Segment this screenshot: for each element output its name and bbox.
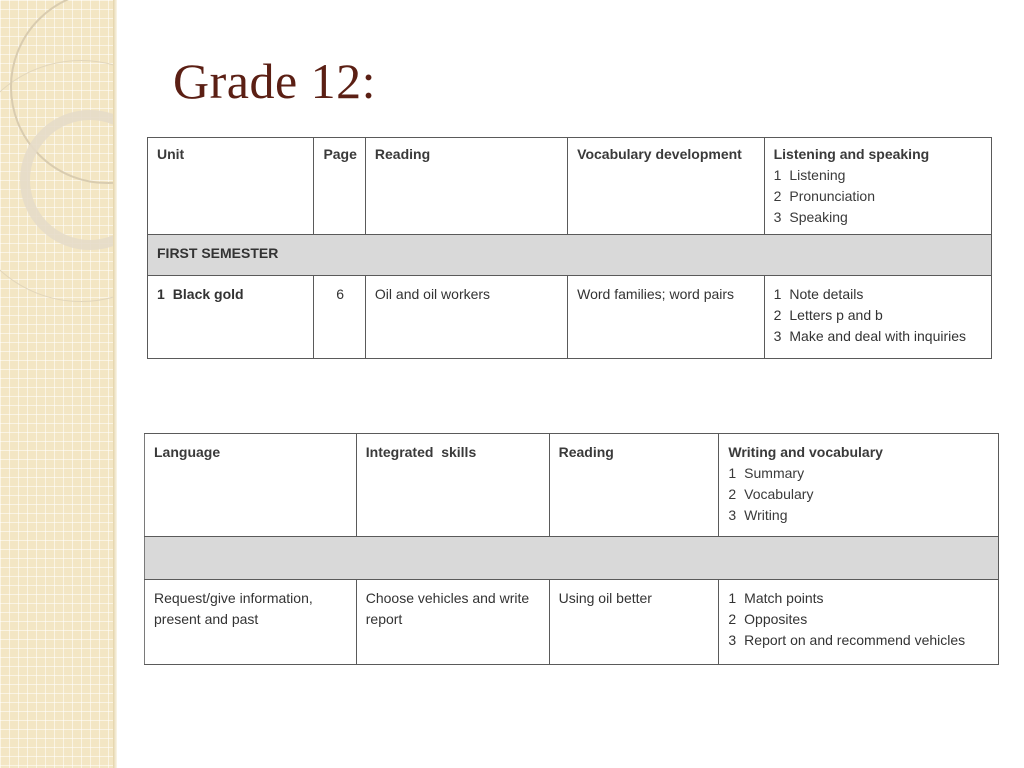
empty-band-row (145, 537, 999, 580)
list-item: 2 Opposites (728, 611, 808, 627)
decorative-sidebar (0, 0, 113, 768)
list-item: 1 Match points (728, 590, 824, 606)
header-writing-title: Writing and vocabulary (728, 444, 883, 460)
band-cell (145, 537, 999, 580)
semester-band-row (148, 235, 992, 276)
header-integrated-skills: Integrated skills (356, 434, 549, 537)
header-vocabulary: Vocabulary development (568, 138, 764, 235)
list-item: 2 Letters p and b (773, 307, 883, 323)
reading-cell: Oil and oil workers (365, 276, 567, 359)
unit-cell: 1 Black gold (148, 276, 314, 359)
list-item: 1 Listening (773, 167, 846, 183)
header-listening-speaking (764, 138, 991, 235)
listening-cell (764, 276, 991, 359)
header-language: Language (145, 434, 357, 537)
table-row (148, 276, 992, 359)
list-item: 2 Vocabulary (728, 486, 814, 502)
list-item: 2 Pronunciation (773, 188, 876, 204)
list-item: 1 Summary (728, 465, 805, 481)
header-unit: Unit (148, 138, 314, 235)
syllabus-table-2 (144, 433, 999, 665)
list-item: 3 Make and deal with inquiries (773, 328, 967, 344)
language-cell: Request/give information, present and past (145, 580, 357, 665)
header-writing-vocabulary (719, 434, 999, 537)
list-item: 1 Note details (773, 286, 864, 302)
vocabulary-cell: Word families; word pairs (568, 276, 764, 359)
writing-cell (719, 580, 999, 665)
slide-title: Grade 12: (173, 53, 377, 109)
list-item: 3 Writing (728, 507, 788, 523)
list-item: 3 Speaking (773, 209, 848, 225)
syllabus-table-1 (147, 137, 992, 359)
table-header-row (148, 138, 992, 235)
reading-cell: Using oil better (549, 580, 719, 665)
table-row (145, 580, 999, 665)
header-listening-title: Listening and speaking (773, 146, 930, 162)
table-header-row (145, 434, 999, 537)
header-page: Page (314, 138, 365, 235)
sidebar-edge (113, 0, 117, 768)
page-cell: 6 (314, 276, 365, 359)
integrated-skills-cell: Choose vehicles and write report (356, 580, 549, 665)
header-reading: Reading (365, 138, 567, 235)
semester-label: FIRST SEMESTER (148, 235, 992, 276)
header-reading: Reading (549, 434, 719, 537)
list-item: 3 Report on and recommend vehicles (728, 632, 966, 648)
